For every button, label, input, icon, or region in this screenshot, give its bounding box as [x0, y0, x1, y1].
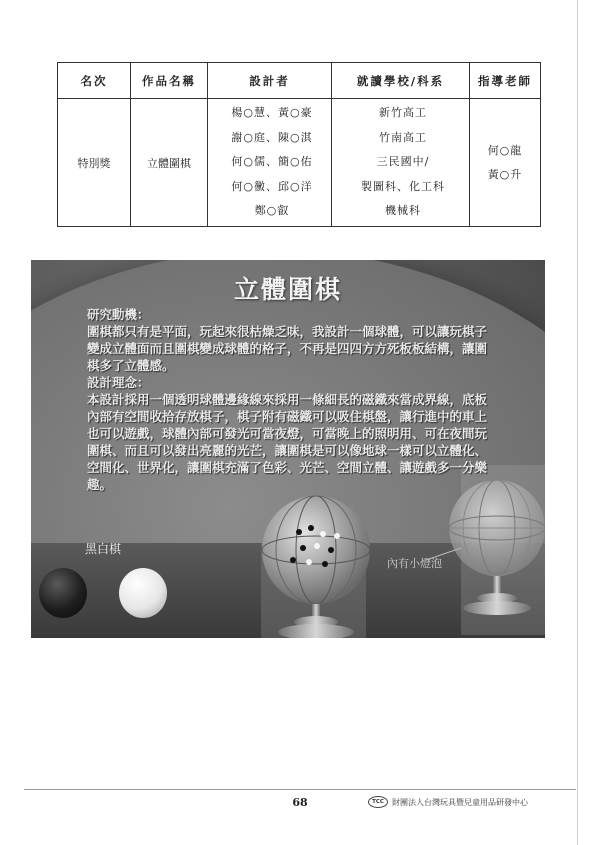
school-line: 竹南高工	[379, 130, 427, 144]
black-stone	[39, 568, 87, 618]
school-line: 製圖科、化工科	[361, 179, 445, 193]
designer-line: 何○儒、簡○佑	[231, 155, 313, 169]
cell-work: 立體圍棋	[131, 99, 208, 227]
page-edge-line	[577, 0, 578, 845]
award-table	[57, 62, 541, 227]
school-line: 三民國中/	[376, 155, 430, 169]
cell-rank: 特別獎	[58, 99, 131, 227]
globe-with-stones	[261, 496, 370, 638]
slide-title: 立體圍棋	[233, 275, 342, 304]
designer-line: 何○黴、邱○洋	[231, 179, 313, 193]
concept-heading: 設計理念：	[87, 375, 150, 390]
cell-schools	[332, 99, 470, 227]
slide-body	[87, 306, 499, 493]
organization-name: 財團法人台灣玩具暨兒童用品研發中心	[392, 797, 528, 807]
white-stone	[119, 568, 167, 618]
motivation-text: 圍棋都只有是平面，玩起來很枯燥乏味，我設計一個球體，可以讓玩棋子變成立體面而且圍棋變成球體的格子，不再是四四方方死板板結構，讓圍棋多了立體感。	[87, 324, 488, 373]
concept-text: 本設計採用一個透明球體邊緣線來採用一條細長的磁鐵來當成界線，底板內部有空間收拾存放棋子，棋子附有磁鐵可以吸住棋盤，讓行進中的車上也可以遊戲，球體內部可發光可當夜燈，可當晚上的照明用、可在夜間玩圍棋、而且可以發出亮麗的光芒，讓圍棋是可以像地球一樣可以立體化、空間化、世界化，讓圍棋充滿了色彩、光芒、空間立體、讓遊戲多一分樂趣。	[87, 392, 488, 492]
school-line: 機械科	[385, 204, 421, 218]
header-teacher: 指導老師	[470, 63, 541, 99]
cell-teachers	[470, 99, 541, 227]
presentation-slide-image	[31, 260, 545, 638]
caption-light-bulb: 內有小燈泡	[387, 557, 442, 570]
teacher-line: 何○龍	[487, 143, 523, 157]
caption-black-white-stones: 黑白棋	[85, 542, 122, 556]
table-header-row	[58, 63, 541, 99]
cell-designers	[208, 99, 332, 227]
header-designers: 設計者	[208, 63, 332, 99]
motivation-heading: 研究動機：	[87, 307, 150, 322]
page-number: 68	[292, 796, 308, 809]
header-work: 作品名稱	[131, 63, 208, 99]
tcc-logo-icon: TCC	[368, 796, 388, 808]
teacher-line: 黃○升	[487, 167, 523, 181]
designer-line: 楊○慧、黃○豪	[231, 106, 313, 120]
table-row	[58, 99, 541, 227]
designer-line: 鄭○叡	[254, 204, 290, 218]
footer-organization	[368, 796, 528, 808]
header-school: 就讀學校/科系	[332, 63, 470, 99]
designer-line: 謝○庭、陳○淇	[231, 130, 313, 144]
footer-divider	[24, 789, 576, 790]
school-line: 新竹高工	[379, 106, 427, 120]
header-rank: 名次	[58, 63, 131, 99]
